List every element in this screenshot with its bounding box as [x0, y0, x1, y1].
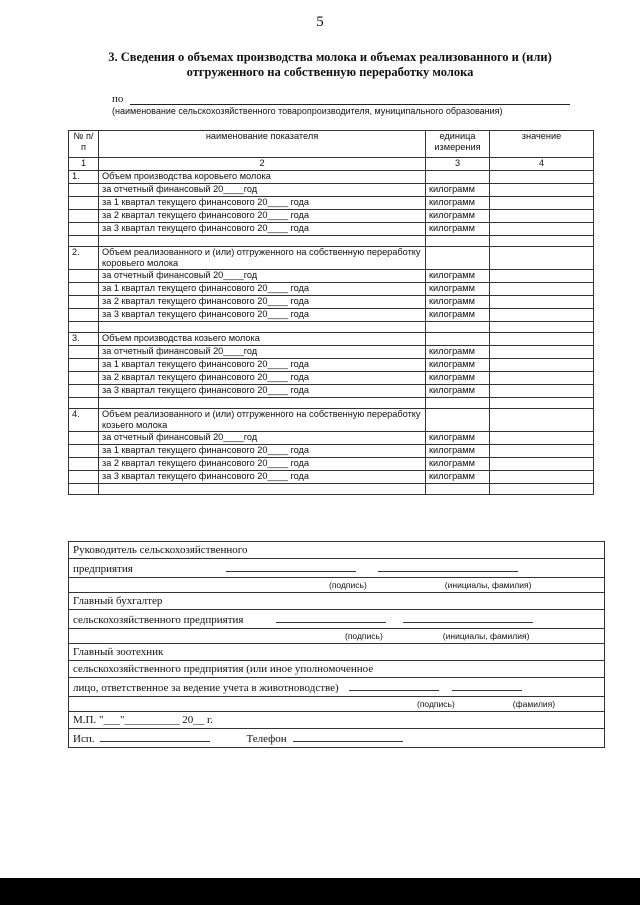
unit-cell — [426, 333, 490, 346]
table-row — [69, 372, 594, 385]
executor-field[interactable] — [100, 730, 210, 742]
spacer-cell — [426, 236, 490, 247]
unit-cell: килограмм — [426, 359, 490, 372]
spacer-row — [69, 236, 594, 247]
unit-cell — [426, 409, 490, 432]
row-label: за отчетный финансовый 20____год — [99, 270, 426, 283]
accountant-title-line1: Главный бухгалтер — [69, 593, 605, 610]
zoo-title-line2: сельскохозяйственного предприятия (или иное уполномоченное — [69, 661, 605, 678]
table-row — [69, 283, 594, 296]
spacer-cell — [426, 484, 490, 495]
value-cell[interactable] — [490, 385, 594, 398]
zoo-name-field[interactable] — [452, 679, 522, 691]
section-title-cell: Объем реализованного и (или) отгруженного на собственную переработку козьего молока — [99, 409, 426, 432]
num-cell — [69, 184, 99, 197]
phone-field[interactable] — [293, 730, 403, 742]
value-cell[interactable] — [490, 210, 594, 223]
section-number: 4. — [69, 409, 99, 432]
row-label: за отчетный финансовый 20____год — [99, 432, 426, 445]
signature-block — [68, 541, 605, 748]
scan-bottom-border — [0, 878, 640, 905]
section-title-row — [69, 247, 594, 270]
unit-cell: килограмм — [426, 296, 490, 309]
spacer-cell — [426, 398, 490, 409]
num-cell — [69, 385, 99, 398]
header-unit: единица измерения — [426, 131, 490, 158]
value-cell[interactable] — [490, 458, 594, 471]
section-number: 1. — [69, 171, 99, 184]
header-value: значение — [490, 131, 594, 158]
unit-cell: килограмм — [426, 372, 490, 385]
spacer-row — [69, 484, 594, 495]
spacer-cell — [99, 322, 426, 333]
unit-cell: килограмм — [426, 346, 490, 359]
zoo-signature-field[interactable] — [349, 679, 439, 691]
section-title-cell: Объем производства козьего молока — [99, 333, 426, 346]
spacer-cell — [490, 236, 594, 247]
unit-cell: килограмм — [426, 270, 490, 283]
unit-cell — [426, 247, 490, 270]
value-cell[interactable] — [490, 409, 594, 432]
section-title-row — [69, 333, 594, 346]
unit-cell: килограмм — [426, 385, 490, 398]
value-cell[interactable] — [490, 372, 594, 385]
col-number: 3 — [426, 158, 490, 171]
col-number: 1 — [69, 158, 99, 171]
value-cell[interactable] — [490, 247, 594, 270]
spacer-cell — [490, 398, 594, 409]
spacer-cell — [99, 398, 426, 409]
value-cell[interactable] — [490, 471, 594, 484]
value-cell[interactable] — [490, 270, 594, 283]
table-row — [69, 197, 594, 210]
executor-line: Исп. Телефон — [69, 729, 605, 748]
table-row — [69, 432, 594, 445]
table-row — [69, 359, 594, 372]
row-label: за 3 квартал текущего финансового 20____ года — [99, 309, 426, 322]
table-row — [69, 270, 594, 283]
spacer-row — [69, 398, 594, 409]
table-row — [69, 184, 594, 197]
num-cell — [69, 359, 99, 372]
section-title: 3. Сведения о объемах производства молока и объемах реализованного и (или) отгруженного на собственную переработку молока — [108, 50, 552, 79]
spacer-cell — [99, 484, 426, 495]
spacer-cell — [426, 322, 490, 333]
row-label: за 3 квартал текущего финансового 20____ года — [99, 471, 426, 484]
section-number: 3. — [69, 333, 99, 346]
col-number: 2 — [99, 158, 426, 171]
unit-cell — [426, 171, 490, 184]
head-signature-field[interactable] — [226, 560, 356, 572]
stamp-date-line[interactable]: М.П. "___"__________ 20__ г. — [69, 712, 605, 729]
zoo-title-line1: Главный зоотехник — [69, 644, 605, 661]
table-row — [69, 471, 594, 484]
value-cell[interactable] — [490, 223, 594, 236]
po-note: (наименование сельскохозяйственного товаропроизводителя, муниципального образования) — [112, 106, 503, 116]
table-row — [69, 223, 594, 236]
value-cell[interactable] — [490, 346, 594, 359]
unit-cell: килограмм — [426, 445, 490, 458]
row-label: за 3 квартал текущего финансового 20____ года — [99, 385, 426, 398]
num-cell — [69, 223, 99, 236]
zoo-captions: (подпись) (фамилия) — [69, 697, 605, 712]
table-row — [69, 210, 594, 223]
value-cell[interactable] — [490, 432, 594, 445]
unit-cell: килограмм — [426, 184, 490, 197]
num-cell — [69, 372, 99, 385]
po-fill-line[interactable] — [130, 104, 570, 105]
accountant-title-line2: сельскохозяйственного предприятия — [69, 610, 605, 629]
row-label: за 2 квартал текущего финансового 20____ года — [99, 296, 426, 309]
unit-cell: килограмм — [426, 210, 490, 223]
section-number: 2. — [69, 247, 99, 270]
col-number: 4 — [490, 158, 594, 171]
value-cell[interactable] — [490, 309, 594, 322]
row-label: за 2 квартал текущего финансового 20____ года — [99, 458, 426, 471]
section-title-row — [69, 409, 594, 432]
spacer-cell — [69, 236, 99, 247]
num-cell — [69, 210, 99, 223]
unit-cell: килограмм — [426, 458, 490, 471]
table-row — [69, 385, 594, 398]
value-cell[interactable] — [490, 445, 594, 458]
section-title-row — [69, 171, 594, 184]
head-captions: (подпись) (инициалы, фамилия) — [69, 578, 605, 593]
value-cell[interactable] — [490, 171, 594, 184]
unit-cell: килограмм — [426, 197, 490, 210]
row-label: за 1 квартал текущего финансового 20____ года — [99, 445, 426, 458]
page-number: 5 — [316, 14, 324, 30]
section-title-cell: Объем реализованного и (или) отгруженного на собственную переработку коровьего молока — [99, 247, 426, 270]
table-row — [69, 309, 594, 322]
num-cell — [69, 197, 99, 210]
table-row — [69, 346, 594, 359]
value-cell[interactable] — [490, 333, 594, 346]
num-cell — [69, 346, 99, 359]
header-name: наименование показателя — [99, 131, 426, 158]
num-cell — [69, 270, 99, 283]
row-label: за отчетный финансовый 20____год — [99, 346, 426, 359]
value-cell[interactable] — [490, 359, 594, 372]
unit-cell: килограмм — [426, 432, 490, 445]
spacer-cell — [69, 398, 99, 409]
unit-cell: килограмм — [426, 309, 490, 322]
header-num: № п/п — [69, 131, 99, 158]
milk-volume-table — [68, 130, 594, 495]
accountant-captions: (подпись) (инициалы, фамилия) — [69, 629, 605, 644]
head-title-line1: Руководитель сельскохозяйственного — [69, 542, 605, 559]
spacer-cell — [99, 236, 426, 247]
section-title-cell: Объем производства коровьего молока — [99, 171, 426, 184]
row-label: за 1 квартал текущего финансового 20____ года — [99, 197, 426, 210]
spacer-cell — [490, 484, 594, 495]
num-cell — [69, 471, 99, 484]
spacer-row — [69, 322, 594, 333]
num-cell — [69, 283, 99, 296]
num-cell — [69, 458, 99, 471]
row-label: за 2 квартал текущего финансового 20____ года — [99, 372, 426, 385]
value-cell[interactable] — [490, 296, 594, 309]
value-cell[interactable] — [490, 283, 594, 296]
num-cell — [69, 296, 99, 309]
row-label: за 1 квартал текущего финансового 20____ года — [99, 283, 426, 296]
row-label: за 3 квартал текущего финансового 20____ года — [99, 223, 426, 236]
row-label: за 1 квартал текущего финансового 20____ года — [99, 359, 426, 372]
num-cell — [69, 445, 99, 458]
unit-cell: килограмм — [426, 223, 490, 236]
head-name-field[interactable] — [378, 560, 518, 572]
zoo-title-line3: лицо, ответственное за ведение учета в животноводстве) — [69, 678, 605, 697]
row-label: за отчетный финансовый 20____год — [99, 184, 426, 197]
po-label: по — [112, 93, 124, 105]
spacer-cell — [490, 322, 594, 333]
accountant-name-field[interactable] — [403, 611, 533, 623]
value-cell[interactable] — [490, 184, 594, 197]
row-label: за 2 квартал текущего финансового 20____ года — [99, 210, 426, 223]
value-cell[interactable] — [490, 197, 594, 210]
accountant-signature-field[interactable] — [276, 611, 386, 623]
num-cell — [69, 309, 99, 322]
unit-cell: килограмм — [426, 283, 490, 296]
table-row — [69, 445, 594, 458]
head-title-line2: предприятия — [69, 559, 605, 578]
unit-cell: килограмм — [426, 471, 490, 484]
spacer-cell — [69, 484, 99, 495]
spacer-cell — [69, 322, 99, 333]
table-row — [69, 458, 594, 471]
table-row — [69, 296, 594, 309]
num-cell — [69, 432, 99, 445]
